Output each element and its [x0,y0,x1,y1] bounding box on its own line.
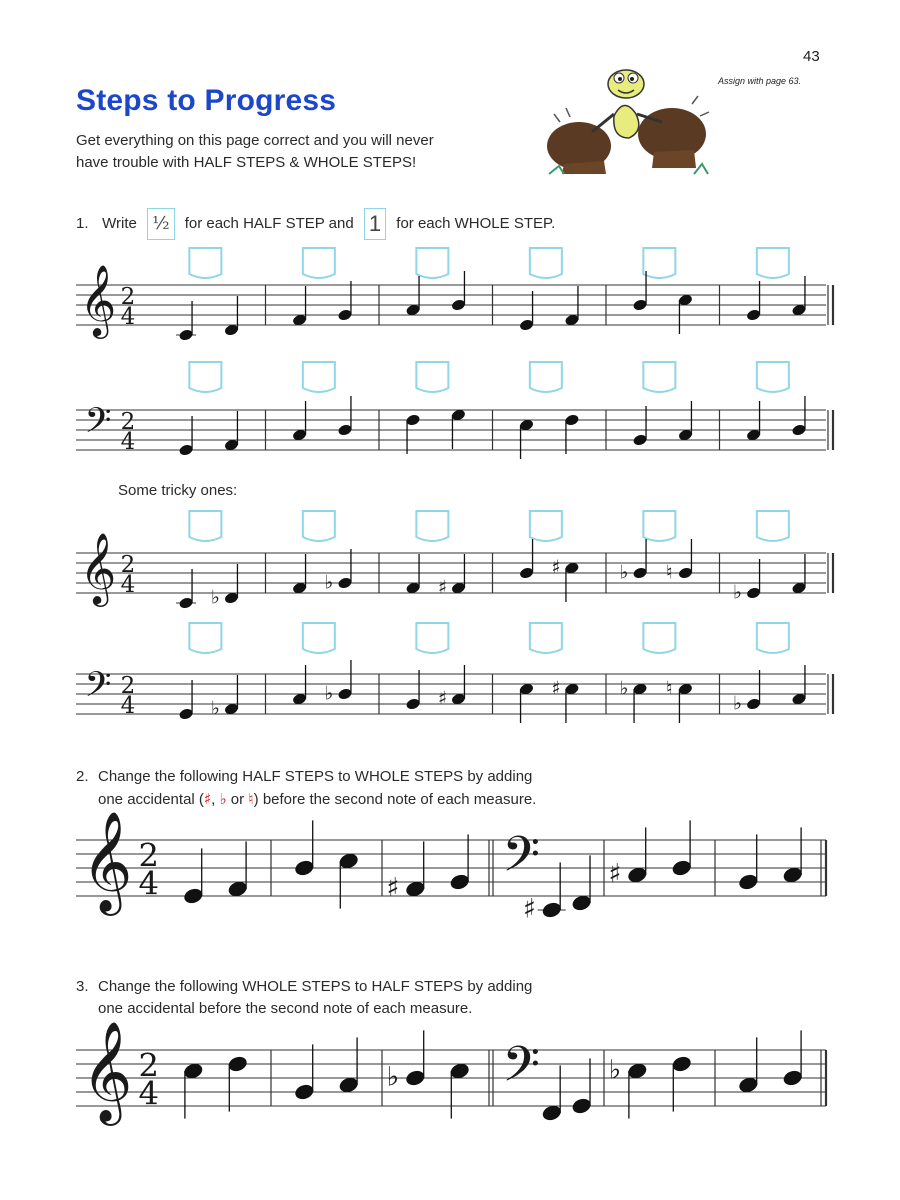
answer-box [530,248,562,278]
flat-accidental-icon: ♭ [608,1054,622,1086]
half-step-symbol: ½ [147,208,174,240]
note-head [737,873,759,892]
answer-box [303,362,335,392]
bass-clef-icon: 𝄢 [84,400,112,449]
note-head [404,1069,426,1088]
exercise-2-line-2-pre: one accidental ( [98,791,204,808]
flat-accidental-icon: ♭ [324,571,334,594]
note-head [671,859,693,878]
intro-line-2: have trouble with HALF STEPS & WHOLE STEPS! [76,154,417,171]
note-head [293,859,315,878]
flat-symbol: ♭ [219,790,227,808]
assign-note: Assign with page 63. [718,76,802,86]
exercise-1-pre: Write [102,214,137,232]
time-signature-bottom: 4 [120,429,136,455]
note-head [782,1069,804,1088]
answer-box [643,511,675,541]
staff-tricky-bass [76,623,833,723]
answer-box [189,362,221,392]
treble-clef-icon: 𝄞 [81,1020,133,1122]
flat-accidental-icon: ♭ [619,677,629,700]
staff-ex2-staff [76,810,826,924]
answer-box [757,362,789,392]
note-head [293,1083,315,1102]
whole-step-symbol: 1 [364,208,386,240]
exercise-2-line-2-post: ) before the second note of each measure. [253,791,537,808]
answer-box [416,511,448,541]
answer-box [530,623,562,653]
staff-ex1-treble [76,248,833,342]
flat-accidental-icon: ♭ [324,682,334,705]
flat-accidental-icon: ♭ [210,586,220,609]
flat-accidental-icon: ♭ [386,1061,400,1093]
sharp-symbol: ♯ [203,790,212,808]
exercise-2-or: or [226,791,249,808]
time-signature-top: 2 [120,673,136,699]
flat-accidental-icon: ♭ [619,561,629,584]
time-signature-top: 2 [138,1046,160,1085]
answer-box [416,362,448,392]
answer-box [643,248,675,278]
bass-clef-icon-change: 𝄢 [502,825,540,895]
time-signature-top: 2 [120,409,136,435]
bass-clef-icon-change: 𝄢 [502,1035,540,1105]
note-head [227,1055,249,1074]
sharp-accidental-icon: ♯ [437,576,448,599]
time-signature-top: 2 [120,284,136,310]
note-head [541,901,563,920]
flat-accidental-icon: ♭ [210,697,220,720]
natural-symbol: ♮ [248,790,254,808]
exercise-2-line-1: Change the following HALF STEPS to WHOLE STEPS by adding [98,768,533,785]
staff-tricky-treble [76,511,833,610]
note-head [182,887,204,906]
tricky-label: Some tricky ones: [118,482,238,499]
sharp-accidental-icon: ♯ [551,677,561,700]
note-head [449,873,471,892]
staff-ex3-staff [76,1020,826,1125]
exercise-3-line-2: one accidental before the second note of each measure. [98,1000,473,1017]
answer-box [303,623,335,653]
answer-box [643,623,675,653]
answer-box [643,362,675,392]
treble-clef-icon: 𝄞 [81,810,133,912]
answer-box [757,248,789,278]
answer-box [757,623,789,653]
answer-box [189,623,221,653]
exercise-2-number: 2. [76,768,89,785]
time-signature-top: 2 [138,836,160,875]
exercise-1-number: 1. [76,214,89,232]
flat-accidental-icon: ♭ [733,581,743,604]
sharp-accidental-icon: ♯ [386,872,400,904]
answer-box [189,248,221,278]
answer-box [530,362,562,392]
sharp-accidental-icon: ♯ [608,858,622,890]
exercise-1-mid: for each HALF STEP and [184,214,354,232]
answer-box [303,248,335,278]
staff-ex1-bass [76,362,833,459]
answer-box [757,511,789,541]
answer-box [416,623,448,653]
intro-line-1: Get everything on this page correct and you will never [76,132,434,149]
time-signature-bottom: 4 [138,1074,160,1113]
page-title: Steps to Progress [76,84,337,117]
natural-accidental-icon: ♮ [666,561,673,584]
exercise-3-line-1: Change the following WHOLE STEPS to HALF STEPS by adding [98,978,533,995]
time-signature-bottom: 4 [120,572,136,598]
flat-accidental-icon: ♭ [733,692,743,715]
page-number: 43 [803,48,820,65]
time-signature-top: 2 [120,552,136,578]
sharp-accidental-icon: ♯ [437,687,448,710]
treble-clef-icon: 𝄞 [79,531,117,604]
exercise-3-number: 3. [76,978,89,995]
exercise-1-post: for each WHOLE STEP. [396,214,556,232]
exercise-2-comma: , [211,791,220,808]
time-signature-bottom: 4 [120,693,136,719]
sharp-accidental-icon: ♯ [551,556,561,579]
sharp-accidental-icon: ♯ [522,893,536,925]
answer-box [530,511,562,541]
note-head [671,1055,693,1074]
time-signature-bottom: 4 [138,864,160,903]
answer-box [189,511,221,541]
natural-accidental-icon: ♮ [666,677,673,700]
answer-box [416,248,448,278]
answer-box [303,511,335,541]
note-head [571,1097,593,1116]
treble-clef-icon: 𝄞 [79,263,117,336]
time-signature-bottom: 4 [120,304,136,330]
bass-clef-icon: 𝄢 [84,664,112,713]
